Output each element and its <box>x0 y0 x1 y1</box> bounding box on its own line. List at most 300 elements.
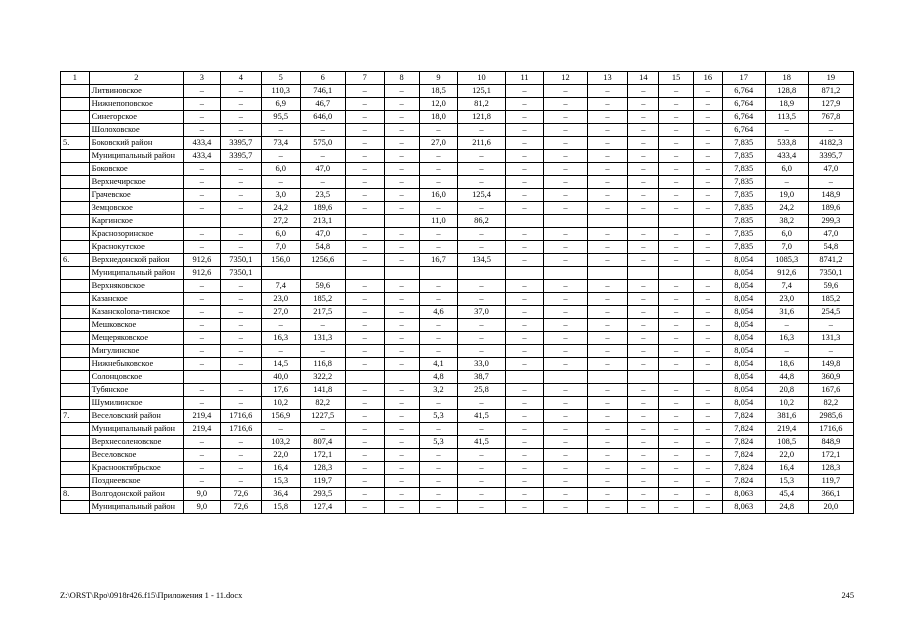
table-cell: 1085,3 <box>765 254 808 267</box>
table-cell: – <box>458 150 505 163</box>
table-cell <box>505 215 544 228</box>
table-cell: 121,8 <box>458 111 505 124</box>
table-cell: 575,0 <box>300 137 345 150</box>
row-index <box>61 176 90 189</box>
table-cell: 81,2 <box>458 98 505 111</box>
table-cell: – <box>505 306 544 319</box>
table-cell: – <box>384 124 419 137</box>
table-cell: 20,0 <box>808 501 853 514</box>
table-cell: – <box>345 358 384 371</box>
table-cell: 16,0 <box>419 189 458 202</box>
column-number: 9 <box>419 72 458 85</box>
table-cell: – <box>505 85 544 98</box>
table-cell: 185,2 <box>300 293 345 306</box>
table-cell: – <box>659 423 694 436</box>
table-cell <box>694 215 723 228</box>
table-cell: – <box>220 384 261 397</box>
table-row <box>61 436 854 449</box>
row-index <box>61 163 90 176</box>
table-cell: 8,054 <box>722 397 765 410</box>
table-cell: – <box>384 488 419 501</box>
table-cell: – <box>220 332 261 345</box>
table-cell: – <box>220 189 261 202</box>
table-cell: 293,5 <box>300 488 345 501</box>
table-cell: 125,4 <box>458 189 505 202</box>
table-cell: 646,0 <box>300 111 345 124</box>
row-index <box>61 501 90 514</box>
table-cell: 9,0 <box>183 501 220 514</box>
table-cell <box>220 371 261 384</box>
table-cell: – <box>659 293 694 306</box>
table-cell: – <box>694 319 723 332</box>
table-cell: 24,8 <box>765 501 808 514</box>
table-cell: 381,6 <box>765 410 808 423</box>
row-name: Муниципальный район <box>89 150 183 163</box>
row-index <box>61 111 90 124</box>
table-cell: 219,4 <box>183 410 220 423</box>
row-name: Грачевское <box>89 189 183 202</box>
table-cell: – <box>587 410 628 423</box>
table-cell: – <box>183 449 220 462</box>
table-cell: – <box>544 124 587 137</box>
row-index: 6. <box>61 254 90 267</box>
table-row <box>61 150 854 163</box>
table-cell: – <box>587 111 628 124</box>
table-cell: – <box>183 475 220 488</box>
table-cell <box>544 215 587 228</box>
row-index <box>61 267 90 280</box>
table-cell: 807,4 <box>300 436 345 449</box>
table-cell: – <box>505 436 544 449</box>
table-cell: 7,4 <box>261 280 300 293</box>
table-cell: – <box>544 202 587 215</box>
table-cell: 127,4 <box>300 501 345 514</box>
table-cell: – <box>694 384 723 397</box>
table-cell: – <box>419 293 458 306</box>
row-index: 7. <box>61 410 90 423</box>
footer-page-number: 245 <box>841 591 854 600</box>
row-name: Верхнесоленовское <box>89 436 183 449</box>
table-cell: – <box>183 176 220 189</box>
table-cell: 299,3 <box>808 215 853 228</box>
table-cell: – <box>220 111 261 124</box>
table-row <box>61 228 854 241</box>
table-cell <box>659 371 694 384</box>
table-cell: – <box>458 202 505 215</box>
table-cell: – <box>544 293 587 306</box>
table-cell: – <box>384 202 419 215</box>
row-name: Муниципальный район <box>89 267 183 280</box>
row-name: Верхнедонской район <box>89 254 183 267</box>
table-cell: 47,0 <box>300 163 345 176</box>
table-cell: 6,764 <box>722 111 765 124</box>
table-cell: – <box>261 319 300 332</box>
row-name: Краснокутское <box>89 241 183 254</box>
table-cell: 7,835 <box>722 163 765 176</box>
table-cell: – <box>694 189 723 202</box>
table-row <box>61 319 854 332</box>
table-cell: – <box>628 358 659 371</box>
table-cell: – <box>505 163 544 176</box>
column-number: 8 <box>384 72 419 85</box>
table-cell <box>345 371 384 384</box>
table-cell: – <box>694 202 723 215</box>
table-cell: – <box>659 228 694 241</box>
table-cell: 322,2 <box>300 371 345 384</box>
table-cell: – <box>345 345 384 358</box>
table-cell <box>659 267 694 280</box>
column-number: 1 <box>61 72 90 85</box>
table-cell: – <box>505 241 544 254</box>
table-cell: 73,4 <box>261 137 300 150</box>
table-cell: – <box>384 397 419 410</box>
table-cell: – <box>544 345 587 358</box>
table-cell: – <box>384 85 419 98</box>
row-name: Нижнебыковское <box>89 358 183 371</box>
table-cell: – <box>587 384 628 397</box>
table-cell: – <box>183 436 220 449</box>
table-cell: – <box>183 98 220 111</box>
table-row <box>61 202 854 215</box>
table-cell: 4,6 <box>419 306 458 319</box>
table-cell: 20,8 <box>765 384 808 397</box>
table-cell: 8,054 <box>722 267 765 280</box>
table-cell: – <box>384 436 419 449</box>
table-cell: – <box>587 397 628 410</box>
table-cell: – <box>628 189 659 202</box>
table-cell: 5,3 <box>419 410 458 423</box>
table-cell: – <box>261 345 300 358</box>
row-name: Верхнечирское <box>89 176 183 189</box>
row-name: Мигулинское <box>89 345 183 358</box>
table-row <box>61 254 854 267</box>
table-cell: – <box>220 462 261 475</box>
table-cell: – <box>458 163 505 176</box>
table-cell: 116,8 <box>300 358 345 371</box>
table-row <box>61 85 854 98</box>
table-cell: 7,835 <box>722 202 765 215</box>
table-cell: – <box>419 124 458 137</box>
table-cell: – <box>505 189 544 202</box>
table-cell: – <box>220 449 261 462</box>
table-cell: – <box>694 176 723 189</box>
table-cell: 219,4 <box>183 423 220 436</box>
table-cell: – <box>628 384 659 397</box>
table-row <box>61 475 854 488</box>
table-cell: 172,1 <box>300 449 345 462</box>
table-cell: 113,5 <box>765 111 808 124</box>
table-cell: – <box>220 345 261 358</box>
table-cell: 25,8 <box>458 384 505 397</box>
table-cell: 6,764 <box>722 85 765 98</box>
table-cell <box>505 267 544 280</box>
table-cell: – <box>183 111 220 124</box>
table-cell: – <box>419 501 458 514</box>
table-cell: 1256,6 <box>300 254 345 267</box>
table-cell: – <box>183 358 220 371</box>
table-cell: 7,835 <box>722 215 765 228</box>
table-cell: – <box>628 163 659 176</box>
table-cell: – <box>694 150 723 163</box>
row-name: Верхняковское <box>89 280 183 293</box>
table-cell: 7,824 <box>722 475 765 488</box>
column-number: 5 <box>261 72 300 85</box>
table-cell: – <box>587 85 628 98</box>
table-cell: – <box>345 137 384 150</box>
table-cell: – <box>458 501 505 514</box>
table-cell: – <box>505 475 544 488</box>
table-cell: – <box>505 345 544 358</box>
table-cell: 47,0 <box>300 228 345 241</box>
table-cell: – <box>659 254 694 267</box>
row-index <box>61 189 90 202</box>
table-cell: – <box>419 332 458 345</box>
table-cell: – <box>384 319 419 332</box>
table-cell: – <box>458 332 505 345</box>
table-cell: – <box>544 137 587 150</box>
table-cell: 1716,6 <box>808 423 853 436</box>
table-cell: – <box>261 423 300 436</box>
table-cell: 366,1 <box>808 488 853 501</box>
table-cell <box>587 215 628 228</box>
table-cell: 217,5 <box>300 306 345 319</box>
table-cell: – <box>659 345 694 358</box>
table-cell: 103,2 <box>261 436 300 449</box>
table-cell: 10,2 <box>261 397 300 410</box>
table-cell: – <box>505 254 544 267</box>
table-cell: 16,4 <box>261 462 300 475</box>
table-cell: – <box>765 124 808 137</box>
table-cell: – <box>628 254 659 267</box>
table-cell: – <box>220 98 261 111</box>
table-cell: – <box>183 85 220 98</box>
table-cell: – <box>183 397 220 410</box>
table-cell: – <box>345 176 384 189</box>
table-cell <box>345 267 384 280</box>
table-cell: – <box>628 111 659 124</box>
row-name: Мешковское <box>89 319 183 332</box>
column-number: 3 <box>183 72 220 85</box>
table-cell: – <box>544 85 587 98</box>
table-cell: – <box>694 501 723 514</box>
table-cell: 767,8 <box>808 111 853 124</box>
table-cell: – <box>659 410 694 423</box>
row-name: Синегорское <box>89 111 183 124</box>
table-cell: – <box>587 462 628 475</box>
table-cell: – <box>384 449 419 462</box>
column-number: 17 <box>722 72 765 85</box>
table-cell: – <box>544 189 587 202</box>
table-cell: 1716,6 <box>220 410 261 423</box>
table-cell: – <box>659 280 694 293</box>
table-cell: – <box>183 124 220 137</box>
table-cell <box>587 267 628 280</box>
table-row <box>61 501 854 514</box>
table-cell: – <box>628 202 659 215</box>
table-cell: 23,5 <box>300 189 345 202</box>
table-cell: – <box>544 332 587 345</box>
table-cell: 41,5 <box>458 410 505 423</box>
table-cell: – <box>220 306 261 319</box>
table-cell: 33,0 <box>458 358 505 371</box>
table-cell: – <box>544 423 587 436</box>
row-name: Нижнепоповское <box>89 98 183 111</box>
table-cell: – <box>419 163 458 176</box>
table-cell: – <box>345 384 384 397</box>
table-cell: 16,7 <box>419 254 458 267</box>
table-cell: – <box>458 293 505 306</box>
table-row <box>61 241 854 254</box>
table-cell: – <box>628 449 659 462</box>
table-cell: – <box>694 254 723 267</box>
table-cell: – <box>345 423 384 436</box>
table-cell: – <box>458 397 505 410</box>
table-cell: – <box>505 423 544 436</box>
table-cell: – <box>659 384 694 397</box>
table-cell: – <box>419 241 458 254</box>
table-row <box>61 137 854 150</box>
table-cell: – <box>220 85 261 98</box>
table-cell: – <box>694 137 723 150</box>
table-cell: 9,0 <box>183 488 220 501</box>
table-cell: – <box>628 124 659 137</box>
table-cell: – <box>384 241 419 254</box>
table-cell: 172,1 <box>808 449 853 462</box>
table-cell <box>419 267 458 280</box>
table-cell: 17,6 <box>261 384 300 397</box>
table-cell: 8,054 <box>722 358 765 371</box>
table-cell: – <box>544 436 587 449</box>
table-cell: 219,4 <box>765 423 808 436</box>
table-cell: 7350,1 <box>808 267 853 280</box>
table-cell: – <box>384 475 419 488</box>
table-cell: – <box>659 488 694 501</box>
row-index <box>61 124 90 137</box>
table-cell: – <box>587 306 628 319</box>
table-cell: – <box>587 280 628 293</box>
table-cell: – <box>628 436 659 449</box>
table-cell: – <box>587 293 628 306</box>
table-cell: – <box>505 111 544 124</box>
table-cell: 7,835 <box>722 228 765 241</box>
table-cell: 871,2 <box>808 85 853 98</box>
table-cell: 16,3 <box>765 332 808 345</box>
table-cell <box>261 267 300 280</box>
row-index <box>61 280 90 293</box>
table-cell: – <box>183 319 220 332</box>
table-row <box>61 215 854 228</box>
table-cell: – <box>220 293 261 306</box>
table-cell: – <box>384 163 419 176</box>
table-cell: – <box>505 319 544 332</box>
table-cell: – <box>345 306 384 319</box>
table-cell: – <box>544 319 587 332</box>
table-cell: 7,835 <box>722 137 765 150</box>
row-index <box>61 397 90 410</box>
table-cell: 95,5 <box>261 111 300 124</box>
table-cell: – <box>694 332 723 345</box>
table-cell: – <box>183 345 220 358</box>
row-index <box>61 293 90 306</box>
table-cell: 8,063 <box>722 501 765 514</box>
table-cell: – <box>419 202 458 215</box>
row-index <box>61 436 90 449</box>
table-cell: 7,835 <box>722 189 765 202</box>
table-cell: 59,6 <box>300 280 345 293</box>
table-cell: – <box>587 228 628 241</box>
table-cell: – <box>220 319 261 332</box>
table-cell: 47,0 <box>808 228 853 241</box>
table-cell: – <box>220 436 261 449</box>
row-index <box>61 345 90 358</box>
table-cell: – <box>505 176 544 189</box>
table-cell: – <box>384 306 419 319</box>
column-number: 15 <box>659 72 694 85</box>
table-cell: – <box>345 150 384 163</box>
table-cell: – <box>659 111 694 124</box>
table-cell: – <box>628 501 659 514</box>
table-cell: – <box>587 449 628 462</box>
table-cell <box>628 267 659 280</box>
table-row <box>61 423 854 436</box>
table-cell: – <box>505 488 544 501</box>
table-cell: 47,0 <box>808 163 853 176</box>
table-cell: 72,6 <box>220 501 261 514</box>
table-cell: – <box>384 98 419 111</box>
table-cell: – <box>659 163 694 176</box>
table-cell: – <box>587 241 628 254</box>
table-cell: – <box>808 345 853 358</box>
table-cell: – <box>505 384 544 397</box>
table-cell: – <box>183 228 220 241</box>
table-cell: 8,054 <box>722 345 765 358</box>
table-cell: – <box>505 332 544 345</box>
table-cell: – <box>384 176 419 189</box>
table-cell: – <box>628 241 659 254</box>
table-cell <box>587 371 628 384</box>
table-cell: – <box>694 228 723 241</box>
table-cell: – <box>419 397 458 410</box>
table-cell: – <box>694 293 723 306</box>
table-cell: 18,5 <box>419 85 458 98</box>
table-cell: – <box>261 124 300 137</box>
table-cell: – <box>345 124 384 137</box>
table-cell: – <box>694 124 723 137</box>
table-cell: 7,824 <box>722 410 765 423</box>
table-cell: – <box>419 176 458 189</box>
table-cell: – <box>628 397 659 410</box>
row-index <box>61 371 90 384</box>
table-cell: – <box>345 397 384 410</box>
table-cell: 86,2 <box>458 215 505 228</box>
table-cell: – <box>458 228 505 241</box>
table-cell: – <box>458 488 505 501</box>
table-cell: – <box>544 475 587 488</box>
table-cell: – <box>544 410 587 423</box>
table-cell: 149,8 <box>808 358 853 371</box>
table-cell: – <box>345 163 384 176</box>
table-cell: 8,054 <box>722 319 765 332</box>
table-cell: 44,8 <box>765 371 808 384</box>
table-cell: – <box>659 462 694 475</box>
table-row <box>61 124 854 137</box>
table-cell: 1716,6 <box>220 423 261 436</box>
table-cell: – <box>659 241 694 254</box>
table-cell <box>458 267 505 280</box>
table-cell <box>505 371 544 384</box>
table-cell: 127,9 <box>808 98 853 111</box>
table-cell: – <box>300 150 345 163</box>
